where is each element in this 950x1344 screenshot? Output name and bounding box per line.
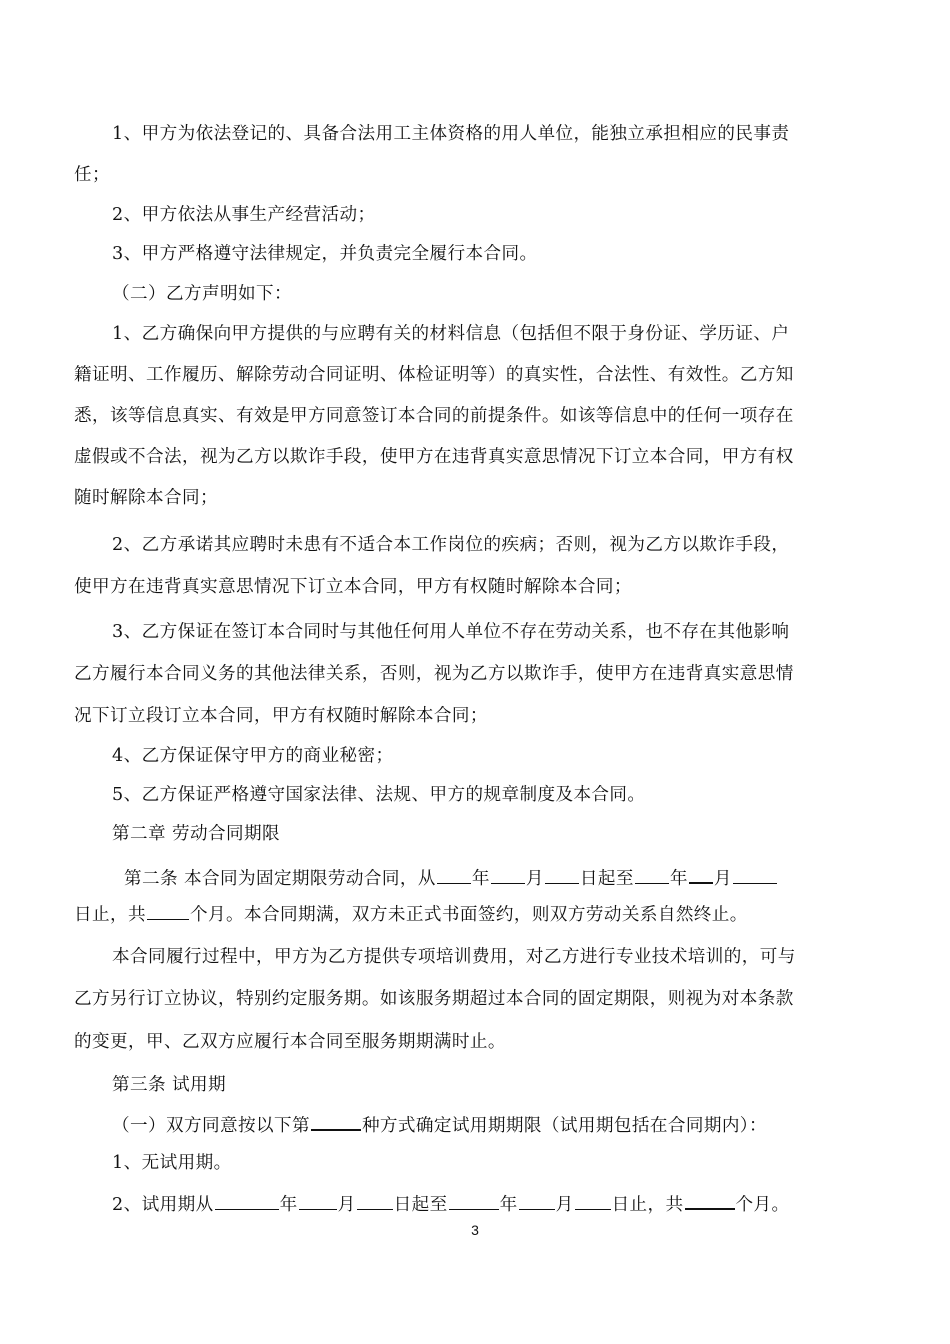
party-a-clause-1-line-1: 1、甲方为依法登记的、具备合法用工主体资格的用人单位，能独立承担相应的民事责 xyxy=(112,124,790,144)
party-b-clause-5: 5、乙方保证严格遵守国家法律、法规、甲方的规章制度及本合同。 xyxy=(112,785,646,805)
from-to-label: 日起至 xyxy=(579,869,634,889)
start-month-blank[interactable] xyxy=(491,867,525,884)
party-b-clause-1-line-3: 悉，该等信息真实、有效是甲方同意签订本合同的前提条件。如该等信息中的任何一项存在 xyxy=(74,406,794,426)
party-b-clause-3-line-1: 3、乙方保证在签订本合同时与其他任何用人单位不存在劳动关系，也不存在其他影响 xyxy=(112,622,790,642)
probation-end-month-blank[interactable] xyxy=(519,1193,555,1210)
end-label: 日止，共 xyxy=(74,905,146,925)
start-year-blank[interactable] xyxy=(437,867,471,884)
chapter-2-heading: 第二章 劳动合同期限 xyxy=(112,824,280,844)
page-number: 3 xyxy=(471,1222,479,1238)
month-label: 月 xyxy=(525,869,544,889)
end-month-blank[interactable] xyxy=(689,866,713,884)
party-a-clause-2: 2、甲方依法从事生产经营活动； xyxy=(112,205,376,225)
party-b-clause-3-line-2: 乙方履行本合同义务的其他法律关系，否则，视为乙方以欺诈手，使甲方在违背真实意思情 xyxy=(74,664,794,684)
end-day-blank[interactable] xyxy=(733,867,777,884)
probation-end-year-blank[interactable] xyxy=(449,1193,499,1210)
probation-start-day-blank[interactable] xyxy=(357,1193,393,1210)
start-day-blank[interactable] xyxy=(545,867,579,884)
article-2-text-a: 第二条 本合同为固定期限劳动合同，从 xyxy=(124,869,436,889)
month-label: 月 xyxy=(713,869,732,889)
article-2-line-2 xyxy=(74,903,748,926)
training-clause-line-1: 本合同履行过程中，甲方为乙方提供专项培训费用，对乙方进行专业技术培训的，可与 xyxy=(112,947,796,967)
probation-method-blank[interactable] xyxy=(311,1113,361,1131)
article-3-heading: 第三条 试用期 xyxy=(112,1075,226,1095)
party-b-clause-3-line-3: 况下订立段订立本合同，甲方有权随时解除本合同； xyxy=(74,706,488,726)
training-clause-line-2: 乙方另行订立协议，特别约定服务期。如该服务期超过本合同的固定期限，则视为对本条款 xyxy=(74,989,794,1009)
year-label: 年 xyxy=(499,1195,518,1215)
training-clause-line-3: 的变更，甲、乙双方应履行本合同至服务期期满时止。 xyxy=(74,1032,506,1052)
probation-text-a: 2、试用期从 xyxy=(112,1195,214,1215)
month-label: 月 xyxy=(337,1195,356,1215)
party-b-clause-4: 4、乙方保证保守甲方的商业秘密； xyxy=(112,746,394,766)
party-a-clause-1-line-2: 任； xyxy=(74,165,110,185)
probation-method-text-a: （一）双方同意按以下第 xyxy=(112,1116,310,1136)
party-b-clause-2-line-2: 使甲方在违背真实意思情况下订立本合同，甲方有权随时解除本合同； xyxy=(74,577,632,597)
probation-end-day-blank[interactable] xyxy=(575,1193,611,1210)
probation-method-text-b: 种方式确定试用期期限（试用期包括在合同期内）： xyxy=(361,1116,767,1136)
year-label: 年 xyxy=(279,1195,298,1215)
party-b-heading: （二）乙方声明如下： xyxy=(112,284,292,304)
year-label: 年 xyxy=(471,869,490,889)
party-a-clause-3: 3、甲方严格遵守法律规定，并负责完全履行本合同。 xyxy=(112,244,538,264)
party-b-clause-1-line-1: 1、乙方确保向甲方提供的与应聘有关的材料信息（包括但不限于身份证、学历证、户 xyxy=(112,324,790,344)
month-label: 月 xyxy=(555,1195,574,1215)
probation-start-month-blank[interactable] xyxy=(299,1193,337,1210)
article-2-text-end: 个月。本合同期满，双方未正式书面签约，则双方劳动关系自然终止。 xyxy=(189,905,748,925)
probation-months-blank[interactable] xyxy=(685,1192,735,1210)
party-b-clause-2-line-1: 2、乙方承诺其应聘时未患有不适合本工作岗位的疾病；否则，视为乙方以欺诈手段， xyxy=(112,535,790,555)
probation-start-year-blank[interactable] xyxy=(215,1193,279,1210)
probation-option-2 xyxy=(112,1192,790,1216)
term-months-blank[interactable] xyxy=(147,903,189,920)
year-label: 年 xyxy=(669,869,688,889)
party-b-clause-1-line-5: 随时解除本合同； xyxy=(74,488,218,508)
end-year-blank[interactable] xyxy=(635,867,669,884)
from-to-label: 日起至 xyxy=(393,1195,448,1215)
party-b-clause-1-line-4: 虚假或不合法，视为乙方以欺诈手段，使甲方在违背真实意思情况下订立本合同，甲方有权 xyxy=(74,447,794,467)
probation-option-1: 1、无试用期。 xyxy=(112,1153,232,1173)
months-label: 个月。 xyxy=(735,1195,790,1215)
end-label: 日止，共 xyxy=(611,1195,684,1215)
probation-method-line xyxy=(112,1113,767,1137)
article-2-line-1 xyxy=(124,866,778,890)
party-b-clause-1-line-2: 籍证明、工作履历、解除劳动合同证明、体检证明等）的真实性，合法性、有效性。乙方知 xyxy=(74,365,794,385)
